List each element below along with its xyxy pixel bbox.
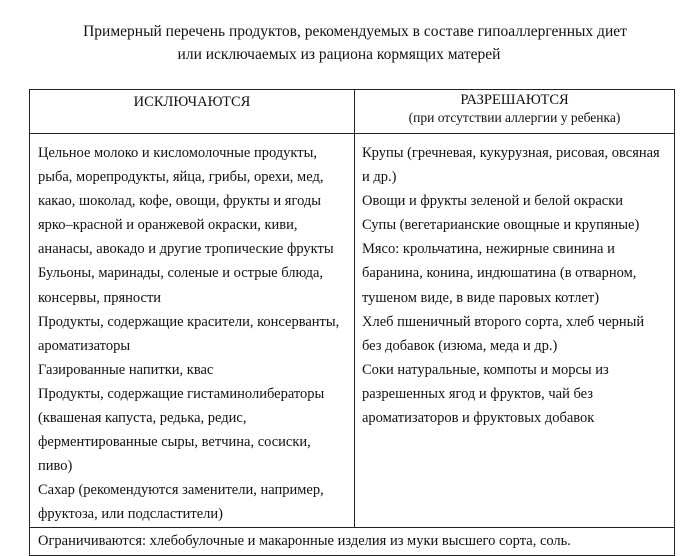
allowed-line: Крупы (гречневая, кукурузная, рисовая, овсяная [362,145,660,161]
allowed-line: ароматизаторов и фруктовых добавок [362,410,595,427]
excluded-line: (квашеная капуста, редька, редис, [38,410,247,427]
excluded-line: ярко–красной и оранжевой окраски, киви, [38,217,298,234]
table-body-row [30,134,675,528]
excluded-line: Сахар (рекомендуются заменители, например, [38,482,324,499]
excluded-line: ароматизаторы [38,337,131,354]
limited-products-note: Ограничиваются: хлебобулочные и макаронные изделия из муки высшего сорта, соль. [30,527,675,555]
allowed-line: Хлеб пшеничный второго сорта, хлеб черный [362,313,645,330]
header-excluded [30,90,355,134]
allowed-line: Соки натуральные, компоты и морсы из [362,361,609,378]
header-allowed-note: (при отсутствии аллергии у ребенка) [408,110,621,125]
allowed-line: Мясо: крольчатина, нежирные свинина и [362,241,615,258]
excluded-line: фруктоза, или подсластители) [38,506,223,523]
allowed-line: без добавок (изюма, меда и др.) [362,337,558,354]
allowed-line: разрешенных ягод и фруктов, чай без [362,385,594,402]
header-allowed-label: РАЗРЕШАЮТСЯ [460,92,569,108]
page-title-line-2: или исключаемых из рациона кормящих матерей [177,46,501,63]
allowed-line: Супы (вегетарианские овощные и крупяные) [362,217,640,234]
allowed-line: Овощи и фрукты зеленой и белой окраски [362,193,623,210]
excluded-line: Бульоны, маринады, соленые и острые блюда, [38,265,324,282]
allowed-line: и др.) [362,169,397,186]
excluded-line: пиво) [38,458,73,475]
diet-table [29,89,675,556]
header-excluded-label: ИСКЛЮЧАЮТСЯ [133,94,251,110]
excluded-line: Газированные напитки, квас [38,361,214,378]
allowed-line: баранина, конина, индюшатина (в отварном, [362,265,637,282]
allowed-line: тушеном виде, в виде паровых котлет) [362,289,600,306]
excluded-line: какао, шоколад, кофе, овощи, фрукты и ягоды [38,193,322,210]
allowed-products-cell [355,134,675,528]
excluded-line: Продукты, содержащие красители, консерванты, [38,313,340,330]
excluded-line: консервы, пряности [38,289,162,306]
excluded-line: ферментированные сыры, ветчина, сосиски, [38,434,311,451]
excluded-products-cell [30,134,355,528]
excluded-line: ананасы, авокадо и другие тропические фрукты [38,241,334,258]
excluded-line: рыба, морепродукты, яйца, грибы, орехи, мед, [38,169,324,186]
excluded-line: Цельное молоко и кисломолочные продукты, [38,145,317,161]
page-title-line-1: Примерный перечень продуктов, рекомендуемых в составе гипоаллергенных диет [83,23,627,40]
table-footer-row [30,527,675,555]
header-allowed [355,90,675,134]
excluded-line: Продукты, содержащие гистаминолибераторы [38,385,325,402]
table-header-row [30,90,675,134]
